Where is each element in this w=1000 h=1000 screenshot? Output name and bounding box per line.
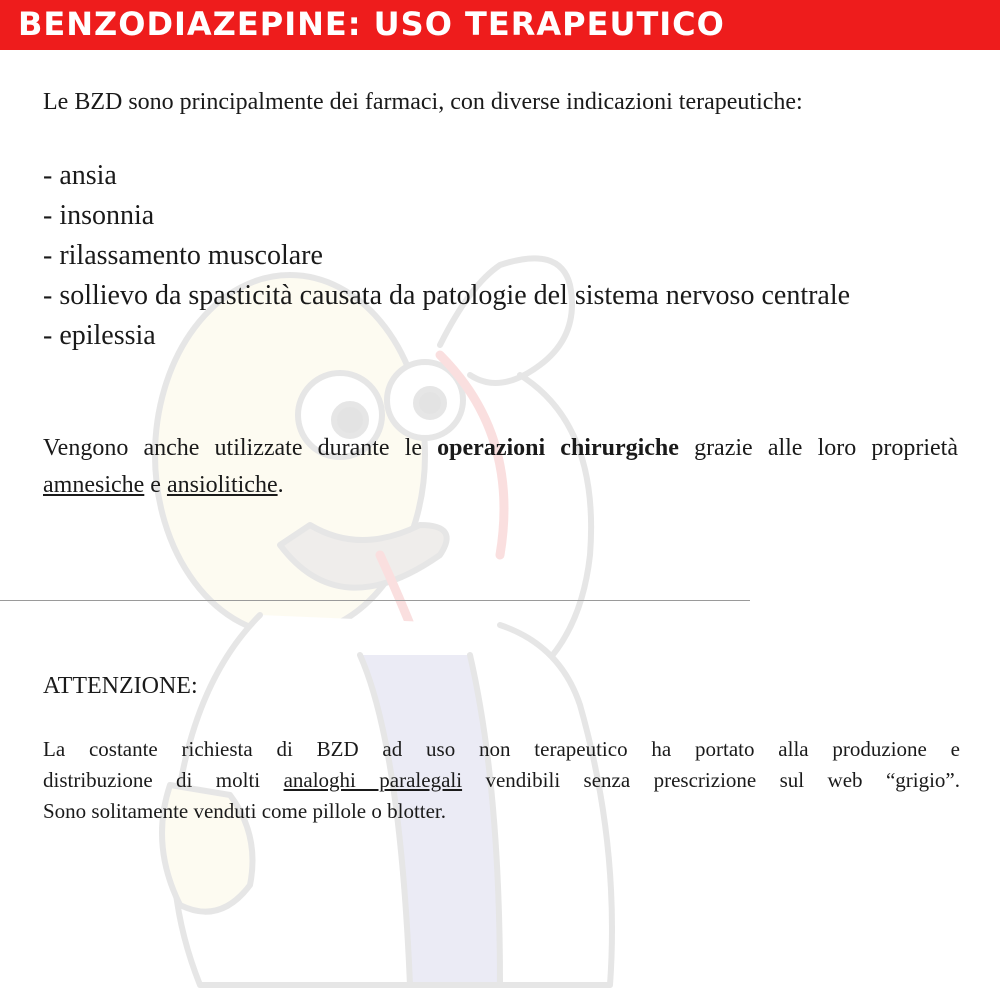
section-divider [0, 600, 750, 601]
list-item: - ansia [43, 160, 117, 191]
list-item: - rilassamento muscolare [43, 240, 323, 271]
indications-list [43, 156, 983, 356]
warning-line-1: La costante richiesta di BZD ad uso non terapeutico ha portato alla produzione e [43, 737, 960, 761]
surgery-paragraph [43, 430, 958, 504]
warning-title: ATTENZIONE: [43, 673, 198, 699]
intro-paragraph: Le BZD sono principalmente dei farmaci, con diverse indicazioni terapeutiche: [43, 89, 803, 115]
list-item: - epilessia [43, 320, 156, 351]
paralegal-analogues-term: analoghi paralegali [283, 768, 463, 792]
list-item: - insonnia [43, 200, 155, 231]
list-item: - sollievo da spasticità causata da patologie del sistema nervoso centrale [43, 280, 851, 311]
surgery-text-start: Vengono anche utilizzate durante le [43, 435, 438, 461]
surgery-text-middle: grazie alle loro proprietà [678, 435, 958, 461]
warning-paragraph [43, 734, 960, 827]
page-title: BENZODIAZEPINE: USO TERAPEUTICO [18, 5, 725, 43]
amnesic-term: amnesiche [43, 472, 145, 498]
warning-line-2-start: distribuzione di molti [43, 768, 284, 792]
surgery-bold-term: operazioni chirurgiche [437, 435, 679, 461]
warning-line-2-end: vendibili senza prescrizione sul web “grigio”. [462, 768, 961, 792]
surgery-text-end: . [277, 472, 284, 498]
header-bar [0, 0, 1000, 50]
anxiolytic-term: ansiolitiche [166, 472, 278, 498]
warning-line-3: Sono solitamente venduti come pillole o blotter. [43, 799, 447, 823]
surgery-text-and: e [144, 472, 167, 498]
warning-line-2 [43, 765, 960, 796]
